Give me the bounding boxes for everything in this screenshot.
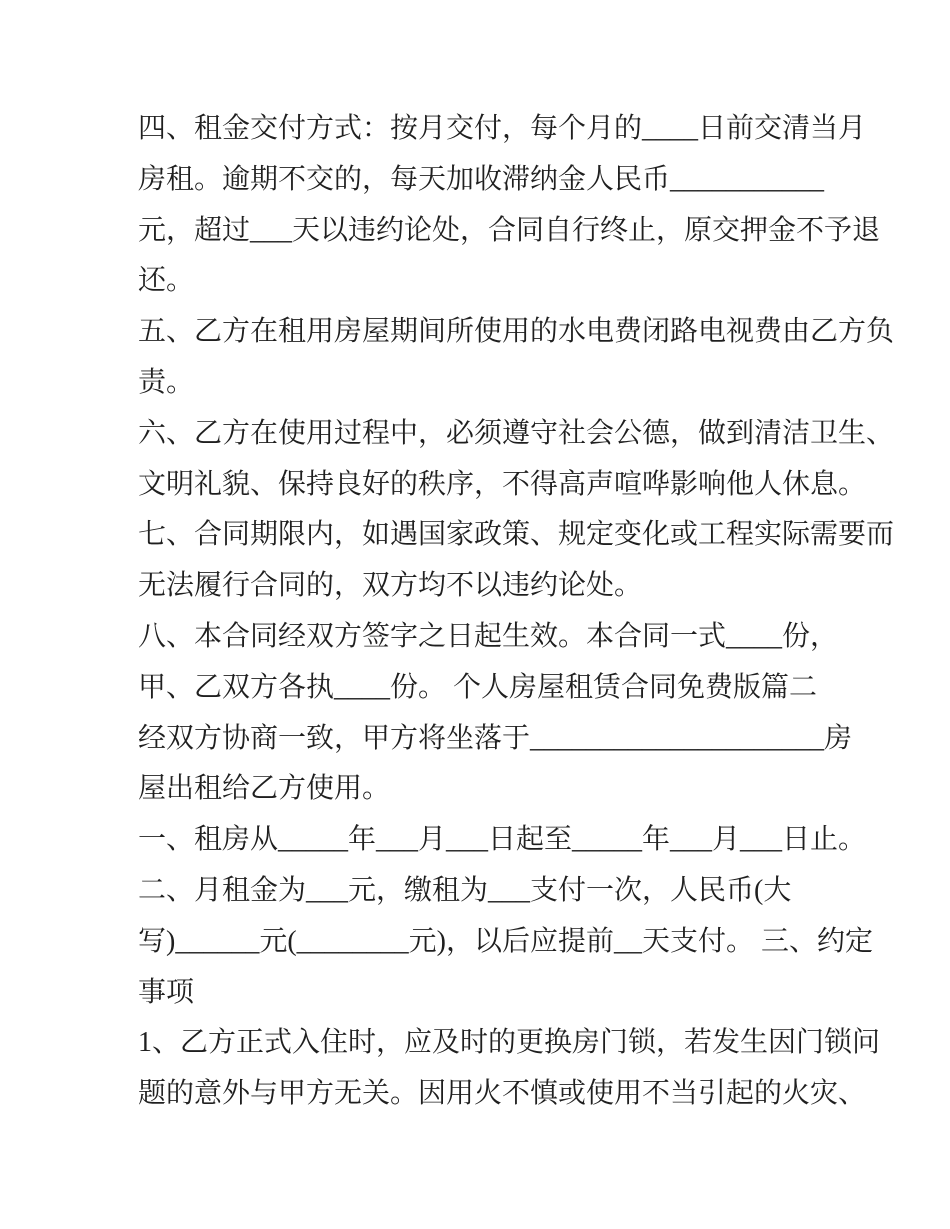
document-line: 甲、乙双方各执____份。 个人房屋租赁合同免费版篇二 xyxy=(138,671,818,703)
document-line: 经双方协商一致，甲方将坐落于_____________________房 xyxy=(138,722,853,754)
document-line: 元，超过___天以违约论处，合同自行终止，原交押金不予退 xyxy=(138,214,881,246)
document-line: 六、乙方在使用过程中，必须遵守社会公德，做到清洁卫生、 xyxy=(138,417,895,449)
document-line: 房租。逾期不交的，每天加收滞纳金人民币___________ xyxy=(138,163,825,195)
document-line: 八、本合同经双方签字之日起生效。本合同一式____份， xyxy=(138,620,839,652)
document-line: 七、合同期限内，如遇国家政策、规定变化或工程实际需要而 xyxy=(138,519,895,551)
document-line: 1、乙方正式入住时，应及时的更换房门锁，若发生因门锁问 xyxy=(138,1027,881,1059)
document-line: 五、乙方在租用房屋期间所使用的水电费闭路电视费由乙方负 xyxy=(138,316,895,348)
document-line: 无法履行合同的，双方均不以违约论处。 xyxy=(138,570,643,602)
document-line: 写)______元(________元)，以后应提前__天支付。 三、约定 xyxy=(138,925,873,957)
document-line: 题的意外与甲方无关。因用火不慎或使用不当引起的火灾、 xyxy=(138,1078,867,1110)
document-line: 责。 xyxy=(138,366,195,398)
document-line: 四、租金交付方式：按月交付，每个月的____日前交清当月 xyxy=(138,113,867,144)
document-line: 还。 xyxy=(138,265,195,297)
document-line: 一、租房从_____年___月___日起至_____年___月___日止。 xyxy=(138,824,867,856)
document-line: 事项 xyxy=(138,976,195,1008)
document-line: 屋出租给乙方使用。 xyxy=(138,773,391,805)
document-line: 二、月租金为___元，缴租为___支付一次，人民币(大 xyxy=(138,874,792,906)
document-line: 文明礼貌、保持良好的秩序，不得高声喧哗影响他人休息。 xyxy=(138,468,867,500)
